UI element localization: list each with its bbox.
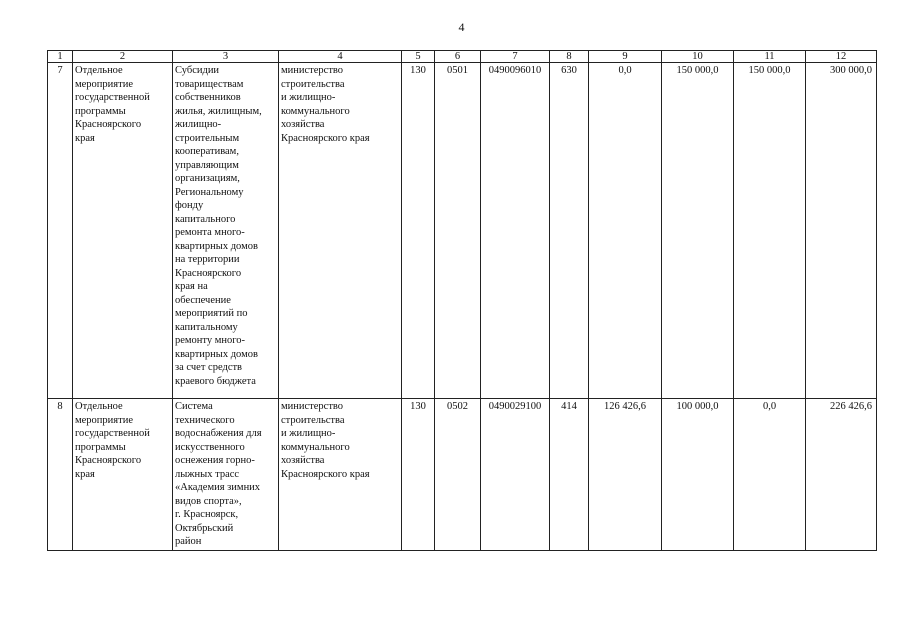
table-row [48, 399, 877, 551]
text-line: мероприятий по [175, 308, 248, 319]
text-line: коммунального [281, 105, 350, 117]
text-line: район [175, 536, 202, 547]
amount-year3-cell: 0,0 [734, 399, 806, 551]
text-line: квартирных домов [175, 348, 258, 360]
csr-cell: 0490029100 [481, 399, 550, 551]
text-line: строительства [281, 78, 345, 90]
vr-cell: 414 [550, 399, 589, 551]
text-line: капитальному [175, 321, 238, 333]
col-header: 10 [662, 51, 734, 63]
row-number: 7 [48, 63, 73, 399]
col-header: 9 [589, 51, 662, 63]
text-line: Красноярского [75, 119, 142, 130]
grbs-cell: 130 [402, 63, 435, 399]
description-cell [173, 63, 279, 399]
text-line: Система [175, 401, 213, 412]
amount-year1-cell: 126 426,6 [589, 399, 662, 551]
event-name-cell [73, 63, 173, 399]
text-line: Октябрьский [175, 522, 234, 534]
col-header: 3 [173, 51, 279, 63]
text-line: фонду [175, 200, 204, 211]
text-line: Отдельное [75, 401, 123, 412]
row-number: 8 [48, 399, 73, 551]
text-line: на территории [175, 254, 240, 265]
text-line: Субсидии [175, 65, 220, 76]
text-line: Красноярского края [281, 468, 370, 480]
text-line: хозяйства [281, 455, 325, 466]
total-cell: 300 000,0 [806, 63, 877, 399]
text-line: капитального [175, 213, 236, 225]
text-line: технического [175, 414, 235, 426]
text-line: и жилищно- [281, 428, 336, 439]
text-line: товариществам [175, 78, 244, 90]
total-cell: 226 426,6 [806, 399, 877, 551]
text-line: мероприятие [75, 414, 133, 426]
rzpr-cell: 0501 [435, 63, 481, 399]
col-header: 5 [402, 51, 435, 63]
text-line: Красноярского края [281, 132, 370, 144]
text-line: Отдельное [75, 65, 123, 76]
ministry-cell [279, 63, 402, 399]
text-line: мероприятие [75, 78, 133, 90]
col-header: 6 [435, 51, 481, 63]
text-line: ремонту много- [175, 335, 246, 346]
text-line: коммунального [281, 441, 350, 453]
event-name-cell [73, 399, 173, 551]
text-line: управляющим [175, 159, 239, 171]
text-line: Региональному [175, 186, 244, 198]
text-line: за счет средств [175, 362, 243, 373]
csr-cell: 0490096010 [481, 63, 550, 399]
text-line: организациям, [175, 173, 240, 184]
ministry-cell [279, 399, 402, 551]
text-line: Красноярского [175, 267, 242, 279]
text-line: «Академия зимних [175, 482, 261, 493]
amount-year2-cell: 100 000,0 [662, 399, 734, 551]
text-line: видов спорта», [175, 495, 242, 507]
text-line: искусственного [175, 441, 245, 453]
col-header: 4 [279, 51, 402, 63]
text-line: Красноярского [75, 455, 142, 466]
amount-year1-cell: 0,0 [589, 63, 662, 399]
table-row [48, 63, 877, 399]
rzpr-cell: 0502 [435, 399, 481, 551]
col-header: 11 [734, 51, 806, 63]
col-header: 2 [73, 51, 173, 63]
text-line: хозяйства [281, 119, 325, 130]
grbs-cell: 130 [402, 399, 435, 551]
text-line: программы [75, 105, 126, 117]
amount-year2-cell: 150 000,0 [662, 63, 734, 399]
col-header: 8 [550, 51, 589, 63]
text-line: края на [175, 281, 208, 292]
description-cell [173, 399, 279, 551]
text-line: и жилищно- [281, 92, 336, 103]
text-line: ремонта много- [175, 227, 245, 238]
text-line: края [75, 132, 95, 144]
col-header: 12 [806, 51, 877, 63]
col-header: 7 [481, 51, 550, 63]
text-line: краевого бюджета [175, 375, 256, 387]
col-header: 1 [48, 51, 73, 63]
text-line: края [75, 468, 95, 480]
text-line: строительным [175, 132, 240, 144]
text-line: программы [75, 441, 126, 453]
text-line: министерство [281, 401, 344, 412]
text-line: жилья, жилищным, [175, 105, 262, 117]
text-line: государственной [75, 428, 150, 439]
text-line: квартирных домов [175, 240, 258, 252]
text-line: министерство [281, 65, 344, 76]
header-row [48, 51, 877, 63]
text-line: лыжных трасс [175, 468, 240, 480]
amount-year3-cell: 150 000,0 [734, 63, 806, 399]
program-table [47, 50, 877, 551]
text-line: жилищно- [175, 119, 222, 130]
text-line: строительства [281, 414, 345, 426]
text-line: оснежения горно- [175, 455, 255, 466]
text-line: водоснабжения для [175, 428, 262, 439]
text-line: обеспечение [175, 294, 231, 306]
text-line: кооперативам, [175, 146, 239, 157]
text-line: собственников [175, 92, 241, 103]
vr-cell: 630 [550, 63, 589, 399]
page-number: 4 [458, 20, 465, 34]
text-line: государственной [75, 92, 150, 103]
text-line: г. Красноярск, [175, 509, 239, 520]
